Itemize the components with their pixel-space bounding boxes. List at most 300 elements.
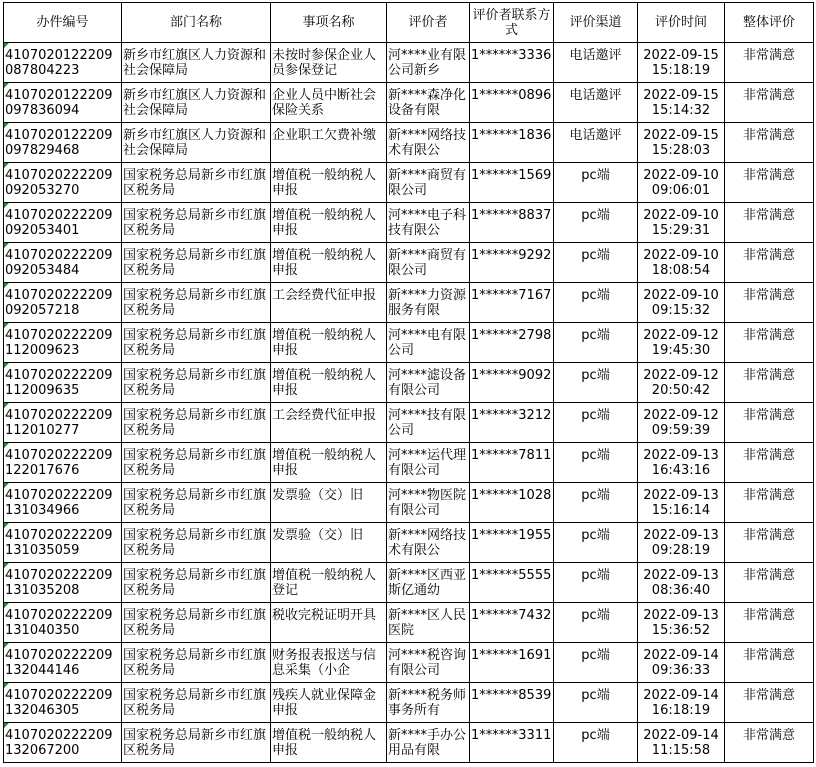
table-row	[4, 603, 814, 643]
cell-dept[interactable]	[122, 483, 271, 523]
cell-channel[interactable]	[554, 83, 638, 123]
cell-contact[interactable]	[470, 643, 554, 683]
cell-dept-text: 国家税务总局新乡市红旗区税务局	[123, 287, 267, 318]
cell-channel-text: pc端	[581, 567, 610, 583]
cell-contact[interactable]	[470, 443, 554, 483]
cell-dept[interactable]	[122, 363, 271, 403]
cell-rating[interactable]	[725, 363, 814, 403]
cell-dept-text: 国家税务总局新乡市红旗区税务局	[123, 327, 267, 358]
cell-contact[interactable]	[470, 403, 554, 443]
header-channel[interactable]: 评价渠道	[554, 3, 638, 43]
cell-evaluator[interactable]	[387, 483, 470, 523]
table-row	[4, 683, 814, 723]
cell-id-text: 4107020222209112010277	[5, 407, 113, 438]
header-row	[4, 3, 814, 43]
cell-rating[interactable]	[725, 203, 814, 243]
cell-contact-text: 1******8837	[471, 207, 552, 223]
cell-time-text: 2022-09-13 15:16:14	[643, 487, 719, 518]
cell-time-text: 2022-09-14 11:15:58	[643, 727, 719, 758]
cell-evaluator-text: 新****力资源服务有限	[388, 287, 467, 318]
cell-item[interactable]	[271, 443, 387, 483]
cell-time[interactable]	[638, 403, 725, 443]
cell-channel-text: pc端	[581, 247, 610, 263]
cell-dept-text: 国家税务总局新乡市红旗区税务局	[123, 687, 267, 718]
cell-dept[interactable]	[122, 243, 271, 283]
cell-id[interactable]	[4, 243, 122, 283]
cell-evaluator-text: 新****森净化设备有限	[388, 87, 467, 118]
cell-evaluator-text: 新****区人民医院	[388, 607, 467, 638]
cell-dept-text: 国家税务总局新乡市红旗区税务局	[123, 727, 267, 758]
cell-evaluator[interactable]	[387, 723, 470, 763]
cell-channel[interactable]	[554, 243, 638, 283]
cell-evaluator[interactable]	[387, 363, 470, 403]
cell-channel[interactable]	[554, 323, 638, 363]
cell-dept[interactable]	[122, 683, 271, 723]
cell-id[interactable]	[4, 283, 122, 323]
cell-time[interactable]	[638, 243, 725, 283]
table-row	[4, 483, 814, 523]
cell-contact[interactable]	[470, 163, 554, 203]
cell-contact[interactable]	[470, 283, 554, 323]
cell-channel[interactable]	[554, 483, 638, 523]
cell-time-text: 2022-09-13 15:36:52	[643, 607, 719, 638]
cell-id-text: 4107020122209097829468	[5, 127, 113, 158]
cell-contact-text: 1******2798	[471, 327, 552, 343]
cell-contact-text: 1******1028	[471, 487, 552, 503]
cell-contact[interactable]	[470, 243, 554, 283]
cell-channel-text: pc端	[581, 687, 610, 703]
cell-contact-text: 1******1955	[471, 527, 552, 543]
cell-evaluator[interactable]	[387, 43, 470, 83]
cell-contact[interactable]	[470, 483, 554, 523]
cell-channel[interactable]	[554, 43, 638, 83]
cell-time-text: 2022-09-14 09:36:33	[643, 647, 719, 678]
cell-contact[interactable]	[470, 563, 554, 603]
cell-time[interactable]	[638, 203, 725, 243]
cell-id-text: 4107020222209112009635	[5, 367, 113, 398]
cell-evaluator[interactable]	[387, 323, 470, 363]
cell-channel-text: 电话邀评	[569, 47, 622, 63]
cell-time-text: 2022-09-12 20:50:42	[643, 367, 719, 398]
table-row	[4, 83, 814, 123]
cell-rating[interactable]	[725, 523, 814, 563]
cell-channel-text: pc端	[581, 407, 610, 423]
cell-id[interactable]	[4, 43, 122, 83]
cell-id-text: 4107020222209122017676	[5, 447, 113, 478]
cell-item-text: 增值税一般纳税人申报	[272, 447, 377, 478]
cell-dept-text: 新乡市红旗区人力资源和社会保障局	[123, 47, 267, 78]
cell-id-text: 4107020222209132044146	[5, 647, 113, 678]
cell-item[interactable]	[271, 123, 387, 163]
cell-id[interactable]	[4, 403, 122, 443]
table-row	[4, 563, 814, 603]
cell-contact-text: 1******3336	[471, 47, 552, 63]
table-row	[4, 123, 814, 163]
cell-rating-text: 非常满意	[742, 527, 795, 543]
cell-time-text: 2022-09-10 09:06:01	[643, 167, 719, 198]
cell-time[interactable]	[638, 43, 725, 83]
cell-time-text: 2022-09-15 15:18:19	[643, 47, 719, 78]
cell-time-text: 2022-09-15 15:14:32	[643, 87, 719, 118]
cell-rating-text: 非常满意	[742, 327, 795, 343]
cell-evaluator-text: 河****技有限公司	[388, 407, 467, 438]
cell-channel[interactable]	[554, 723, 638, 763]
cell-evaluator-text: 河****物医院有限公司	[388, 487, 467, 518]
cell-contact-text: 1******7811	[471, 447, 552, 463]
cell-channel-text: 电话邀评	[569, 87, 622, 103]
cell-contact[interactable]	[470, 683, 554, 723]
cell-item[interactable]	[271, 163, 387, 203]
cell-dept-text: 国家税务总局新乡市红旗区税务局	[123, 367, 267, 398]
cell-channel[interactable]	[554, 403, 638, 443]
cell-item[interactable]	[271, 483, 387, 523]
header-rating[interactable]: 整体评价	[725, 3, 814, 43]
cell-rating-text: 非常满意	[742, 727, 795, 743]
cell-evaluator-text: 新****商贸有限公司	[388, 247, 467, 278]
cell-rating-text: 非常满意	[742, 447, 795, 463]
cell-rating-text: 非常满意	[742, 647, 795, 663]
table-row	[4, 523, 814, 563]
cell-id-text: 4107020222209092053401	[5, 207, 113, 238]
cell-time[interactable]	[638, 323, 725, 363]
cell-rating-text: 非常满意	[742, 567, 795, 583]
cell-channel-text: pc端	[581, 607, 610, 623]
cell-evaluator[interactable]	[387, 563, 470, 603]
cell-dept[interactable]	[122, 403, 271, 443]
cell-item[interactable]	[271, 203, 387, 243]
cell-id-text: 4107020222209131035059	[5, 527, 113, 558]
header-evaluator[interactable]: 评价者	[387, 3, 470, 43]
cell-time[interactable]	[638, 523, 725, 563]
cell-item[interactable]	[271, 83, 387, 123]
cell-time-text: 2022-09-10 18:08:54	[643, 247, 719, 278]
cell-item[interactable]	[271, 683, 387, 723]
cell-evaluator-text: 河****电有限公司	[388, 327, 467, 358]
cell-time-text: 2022-09-12 19:45:30	[643, 327, 719, 358]
cell-id-text: 4107020222209112009623	[5, 327, 113, 358]
cell-contact[interactable]	[470, 723, 554, 763]
table-row	[4, 723, 814, 763]
cell-channel[interactable]	[554, 603, 638, 643]
cell-evaluator-text: 新****税务师事务所有	[388, 687, 467, 718]
cell-time[interactable]	[638, 723, 725, 763]
cell-evaluator[interactable]	[387, 523, 470, 563]
cell-channel[interactable]	[554, 203, 638, 243]
cell-id-text: 4107020222209092057218	[5, 287, 113, 318]
cell-item-text: 工会经费代征申报	[272, 287, 377, 303]
cell-contact-text: 1******1569	[471, 167, 552, 183]
cell-rating-text: 非常满意	[742, 607, 795, 623]
cell-channel-text: pc端	[581, 487, 610, 503]
cell-contact-text: 1******7432	[471, 607, 552, 623]
cell-dept-text: 国家税务总局新乡市红旗区税务局	[123, 647, 267, 678]
cell-item-text: 企业人员中断社会保险关系	[272, 87, 377, 118]
table-row	[4, 163, 814, 203]
table-row	[4, 643, 814, 683]
cell-channel[interactable]	[554, 363, 638, 403]
cell-id[interactable]	[4, 523, 122, 563]
cell-channel[interactable]	[554, 643, 638, 683]
cell-item[interactable]	[271, 643, 387, 683]
table-row	[4, 243, 814, 283]
cell-rating-text: 非常满意	[742, 87, 795, 103]
cell-rating[interactable]	[725, 603, 814, 643]
cell-channel[interactable]	[554, 283, 638, 323]
cell-rating[interactable]	[725, 403, 814, 443]
cell-time-text: 2022-09-13 08:36:40	[643, 567, 719, 598]
cell-time[interactable]	[638, 483, 725, 523]
cell-time[interactable]	[638, 683, 725, 723]
cell-channel-text: 电话邀评	[569, 127, 622, 143]
cell-channel-text: pc端	[581, 527, 610, 543]
cell-evaluator[interactable]	[387, 243, 470, 283]
cell-evaluator[interactable]	[387, 163, 470, 203]
cell-channel-text: pc端	[581, 367, 610, 383]
cell-item[interactable]	[271, 603, 387, 643]
cell-time[interactable]	[638, 83, 725, 123]
cell-channel-text: pc端	[581, 287, 610, 303]
header-id[interactable]: 办件编号	[4, 3, 122, 43]
cell-rating[interactable]	[725, 323, 814, 363]
cell-time-text: 2022-09-15 15:28:03	[643, 127, 719, 158]
cell-id[interactable]	[4, 83, 122, 123]
cell-evaluator[interactable]	[387, 603, 470, 643]
cell-id[interactable]	[4, 483, 122, 523]
cell-contact[interactable]	[470, 123, 554, 163]
cell-item-text: 增值税一般纳税人申报	[272, 367, 377, 398]
cell-dept[interactable]	[122, 163, 271, 203]
cell-id[interactable]	[4, 643, 122, 683]
cell-dept[interactable]	[122, 283, 271, 323]
cell-rating[interactable]	[725, 443, 814, 483]
table-row	[4, 323, 814, 363]
cell-id[interactable]	[4, 563, 122, 603]
cell-evaluator-text: 新****网络技术有限公	[388, 127, 467, 158]
cell-dept[interactable]	[122, 643, 271, 683]
cell-time-text: 2022-09-12 09:59:39	[643, 407, 719, 438]
cell-dept-text: 国家税务总局新乡市红旗区税务局	[123, 247, 267, 278]
cell-rating-text: 非常满意	[742, 487, 795, 503]
cell-channel[interactable]	[554, 123, 638, 163]
cell-dept[interactable]	[122, 43, 271, 83]
cell-time-text: 2022-09-14 16:18:19	[643, 687, 719, 718]
cell-time[interactable]	[638, 563, 725, 603]
cell-id[interactable]	[4, 443, 122, 483]
cell-dept-text: 国家税务总局新乡市红旗区税务局	[123, 567, 267, 598]
cell-dept[interactable]	[122, 203, 271, 243]
cell-contact[interactable]	[470, 323, 554, 363]
cell-contact[interactable]	[470, 43, 554, 83]
cell-contact[interactable]	[470, 523, 554, 563]
cell-dept[interactable]	[122, 603, 271, 643]
cell-id[interactable]	[4, 683, 122, 723]
cell-id-text: 4107020222209092053484	[5, 247, 113, 278]
cell-item-text: 发票验（交）旧	[272, 527, 364, 543]
cell-contact-text: 1******8539	[471, 687, 552, 703]
cell-channel-text: pc端	[581, 167, 610, 183]
cell-id[interactable]	[4, 123, 122, 163]
cell-contact-text: 1******0896	[471, 87, 552, 103]
cell-item[interactable]	[271, 323, 387, 363]
cell-contact-text: 1******9092	[471, 367, 552, 383]
cell-dept[interactable]	[122, 723, 271, 763]
cell-id-text: 4107020222209092053270	[5, 167, 113, 198]
cell-dept[interactable]	[122, 443, 271, 483]
cell-contact-text: 1******1836	[471, 127, 552, 143]
cell-contact-text: 1******7167	[471, 287, 552, 303]
cell-rating[interactable]	[725, 643, 814, 683]
cell-item-text: 发票验（交）旧	[272, 487, 364, 503]
cell-contact-text: 1******3311	[471, 727, 552, 743]
cell-channel-text: pc端	[581, 327, 610, 343]
cell-dept[interactable]	[122, 523, 271, 563]
cell-channel[interactable]	[554, 523, 638, 563]
cell-time[interactable]	[638, 603, 725, 643]
cell-dept-text: 国家税务总局新乡市红旗区税务局	[123, 607, 267, 638]
cell-evaluator-text: 河****业有限公司新乡	[388, 47, 467, 78]
cell-time[interactable]	[638, 123, 725, 163]
cell-rating[interactable]	[725, 43, 814, 83]
cell-id-text: 4107020222209132046305	[5, 687, 113, 718]
cell-id[interactable]	[4, 163, 122, 203]
cell-id[interactable]	[4, 603, 122, 643]
cell-contact[interactable]	[470, 203, 554, 243]
cell-dept[interactable]	[122, 83, 271, 123]
cell-rating[interactable]	[725, 163, 814, 203]
cell-item-text: 增值税一般纳税人申报	[272, 167, 377, 198]
cell-rating[interactable]	[725, 563, 814, 603]
cell-rating-text: 非常满意	[742, 687, 795, 703]
cell-channel-text: pc端	[581, 447, 610, 463]
cell-time[interactable]	[638, 363, 725, 403]
cell-rating[interactable]	[725, 243, 814, 283]
cell-channel-text: pc端	[581, 207, 610, 223]
cell-dept[interactable]	[122, 323, 271, 363]
cell-evaluator-text: 新****网络技术有限公	[388, 527, 467, 558]
cell-dept-text: 新乡市红旗区人力资源和社会保障局	[123, 87, 267, 118]
cell-rating[interactable]	[725, 83, 814, 123]
cell-channel[interactable]	[554, 163, 638, 203]
cell-item-text: 未按时参保企业人员参保登记	[272, 47, 377, 78]
header-time[interactable]: 评价时间	[638, 3, 725, 43]
cell-id-text: 4107020122209087804223	[5, 47, 113, 78]
cell-item[interactable]	[271, 563, 387, 603]
cell-dept[interactable]	[122, 123, 271, 163]
cell-item[interactable]	[271, 523, 387, 563]
cell-item-text: 增值税一般纳税人申报	[272, 327, 377, 358]
table-row	[4, 403, 814, 443]
cell-rating[interactable]	[725, 283, 814, 323]
cell-evaluator-text: 河****电子科技有限公	[388, 207, 467, 238]
cell-rating[interactable]	[725, 123, 814, 163]
cell-channel[interactable]	[554, 443, 638, 483]
cell-dept-text: 国家税务总局新乡市红旗区税务局	[123, 407, 267, 438]
cell-item[interactable]	[271, 403, 387, 443]
cell-id[interactable]	[4, 363, 122, 403]
cell-item-text: 工会经费代征申报	[272, 407, 377, 423]
cell-item[interactable]	[271, 283, 387, 323]
cell-time[interactable]	[638, 283, 725, 323]
cell-item-text: 增值税一般纳税人申报	[272, 727, 377, 758]
header-dept[interactable]: 部门名称	[122, 3, 271, 43]
cell-dept-text: 国家税务总局新乡市红旗区税务局	[123, 447, 267, 478]
cell-item[interactable]	[271, 363, 387, 403]
cell-rating-text: 非常满意	[742, 127, 795, 143]
cell-dept[interactable]	[122, 563, 271, 603]
cell-id[interactable]	[4, 203, 122, 243]
cell-channel[interactable]	[554, 683, 638, 723]
cell-evaluator[interactable]	[387, 643, 470, 683]
table-row	[4, 443, 814, 483]
cell-time[interactable]	[638, 443, 725, 483]
cell-item-text: 企业职工欠费补缴	[272, 127, 377, 143]
cell-dept-text: 国家税务总局新乡市红旗区税务局	[123, 487, 267, 518]
cell-evaluator-text: 河****运代理有限公司	[388, 447, 467, 478]
cell-evaluator[interactable]	[387, 443, 470, 483]
table-row	[4, 203, 814, 243]
cell-evaluator[interactable]	[387, 203, 470, 243]
cell-evaluator[interactable]	[387, 403, 470, 443]
cell-id-text: 4107020222209131035208	[5, 567, 113, 598]
cell-item[interactable]	[271, 243, 387, 283]
cell-contact-text: 1******9292	[471, 247, 552, 263]
cell-channel[interactable]	[554, 563, 638, 603]
cell-time[interactable]	[638, 643, 725, 683]
header-item[interactable]: 事项名称	[271, 3, 387, 43]
cell-id-text: 4107020122209097836094	[5, 87, 113, 118]
cell-time-text: 2022-09-10 09:15:32	[643, 287, 719, 318]
cell-rating-text: 非常满意	[742, 367, 795, 383]
cell-id-text: 4107020222209131040350	[5, 607, 113, 638]
cell-rating-text: 非常满意	[742, 247, 795, 263]
cell-id[interactable]	[4, 323, 122, 363]
cell-rating-text: 非常满意	[742, 287, 795, 303]
cell-evaluator-text: 河****滤设备有限公司	[388, 367, 467, 398]
cell-dept-text: 新乡市红旗区人力资源和社会保障局	[123, 127, 267, 158]
header-contact[interactable]: 评价者联系方式	[470, 3, 554, 43]
cell-contact[interactable]	[470, 603, 554, 643]
cell-evaluator-text: 新****商贸有限公司	[388, 167, 467, 198]
cell-evaluator[interactable]	[387, 123, 470, 163]
cell-rating-text: 非常满意	[742, 47, 795, 63]
cell-rating[interactable]	[725, 483, 814, 523]
cell-item-text: 增值税一般纳税人申报	[272, 207, 377, 238]
cell-rating-text: 非常满意	[742, 207, 795, 223]
cell-contact[interactable]	[470, 83, 554, 123]
cell-contact[interactable]	[470, 363, 554, 403]
cell-evaluator-text: 新****手办公用品有限	[388, 727, 467, 758]
cell-id-text: 4107020222209132067200	[5, 727, 113, 758]
cell-contact-text: 1******5555	[471, 567, 552, 583]
cell-evaluator[interactable]	[387, 83, 470, 123]
cell-evaluator-text: 河****税咨询有限公司	[388, 647, 467, 678]
cell-time-text: 2022-09-10 15:29:31	[643, 207, 719, 238]
cell-rating[interactable]	[725, 723, 814, 763]
cell-evaluator[interactable]	[387, 683, 470, 723]
cell-time[interactable]	[638, 163, 725, 203]
cell-item-text: 增值税一般纳税人登记	[272, 567, 377, 598]
cell-evaluator[interactable]	[387, 283, 470, 323]
table-row	[4, 283, 814, 323]
cell-item-text: 增值税一般纳税人申报	[272, 247, 377, 278]
cell-item[interactable]	[271, 43, 387, 83]
cell-id[interactable]	[4, 723, 122, 763]
cell-item-text: 税收完税证明开具	[272, 607, 377, 623]
cell-dept-text: 国家税务总局新乡市红旗区税务局	[123, 527, 267, 558]
cell-item[interactable]	[271, 723, 387, 763]
evaluation-table	[3, 2, 814, 763]
cell-rating[interactable]	[725, 683, 814, 723]
